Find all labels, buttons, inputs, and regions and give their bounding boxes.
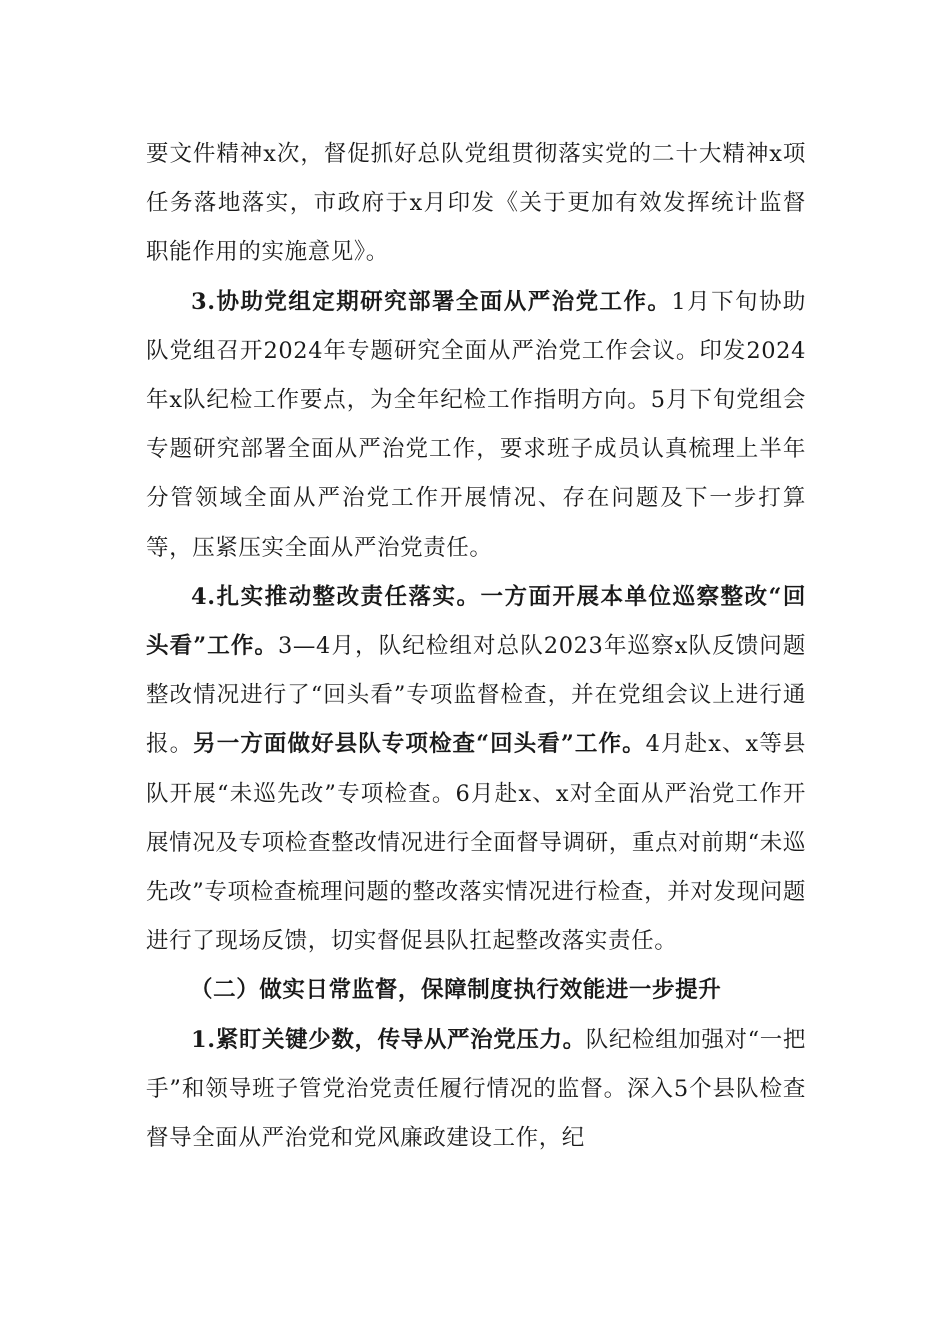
section-heading-2: （二）做实日常监督，保障制度执行效能进一步提升 xyxy=(190,977,722,1004)
item-3-body: 1月下旬协助队党组召开2024年专题研究全面从严治党工作会议。印发2024年x队纪检工作要点，为全年纪检工作指明方向。5月下旬党组会专题研究部署全面从严治党工作，要求班子成员认真梳理上半年分管领域全面从严治党工作开展情况、存在问题及下一步打算等，压紧压实全面从严治党责任。 xyxy=(146,288,807,561)
paragraph-section2-item-1 xyxy=(146,1016,806,1164)
paragraph-continuation xyxy=(146,130,806,278)
item-4-body-2: 4月赴x、x等县队开展“未巡先改”专项检查。6月赴x、x对全面从严治党工作开展情况及专项检查整改情况进行全面督导调研，重点对前期“未巡先改”专项检查梳理问题的整改落实情况进行检查，并对发现问题进行了现场反馈，切实督促县队扛起整改落实责任。 xyxy=(146,731,807,955)
paragraph-text: 要文件精神x次，督促抓好总队党组贯彻落实党的二十大精神x项任务落地落实，市政府于x月印发《关于更加有效发挥统计监督职能作用的实施意见》。 xyxy=(146,141,806,266)
section2-item-1-title: 1.紧盯关键少数，传导从严治党压力。 xyxy=(191,1026,586,1053)
item-4-body-1: 3—4月，队纪检组对总队2023年巡察x队反馈问题整改情况进行了“回头看”专项监督检查，并在党组会议上进行通报。 xyxy=(146,633,806,758)
section2-item-1-body: 队纪检组加强对“一把手”和领导班子管党治党责任履行情况的监督。深入5个县队检查督导全面从严治党和党风廉政建设工作，纪 xyxy=(146,1026,806,1152)
item-4-title-2: 另一方面做好县队专项检查“回头看”工作。 xyxy=(193,731,646,758)
paragraph-item-3 xyxy=(146,278,806,573)
item-4-title: 4.扎实推动整改责任落实。一方面开展本单位巡察整改“回头看”工作。 xyxy=(146,583,806,660)
item-3-title: 3.协助党组定期研究部署全面从严治党工作。 xyxy=(191,288,672,315)
paragraph-item-4 xyxy=(146,573,806,967)
document-body xyxy=(146,130,806,1163)
